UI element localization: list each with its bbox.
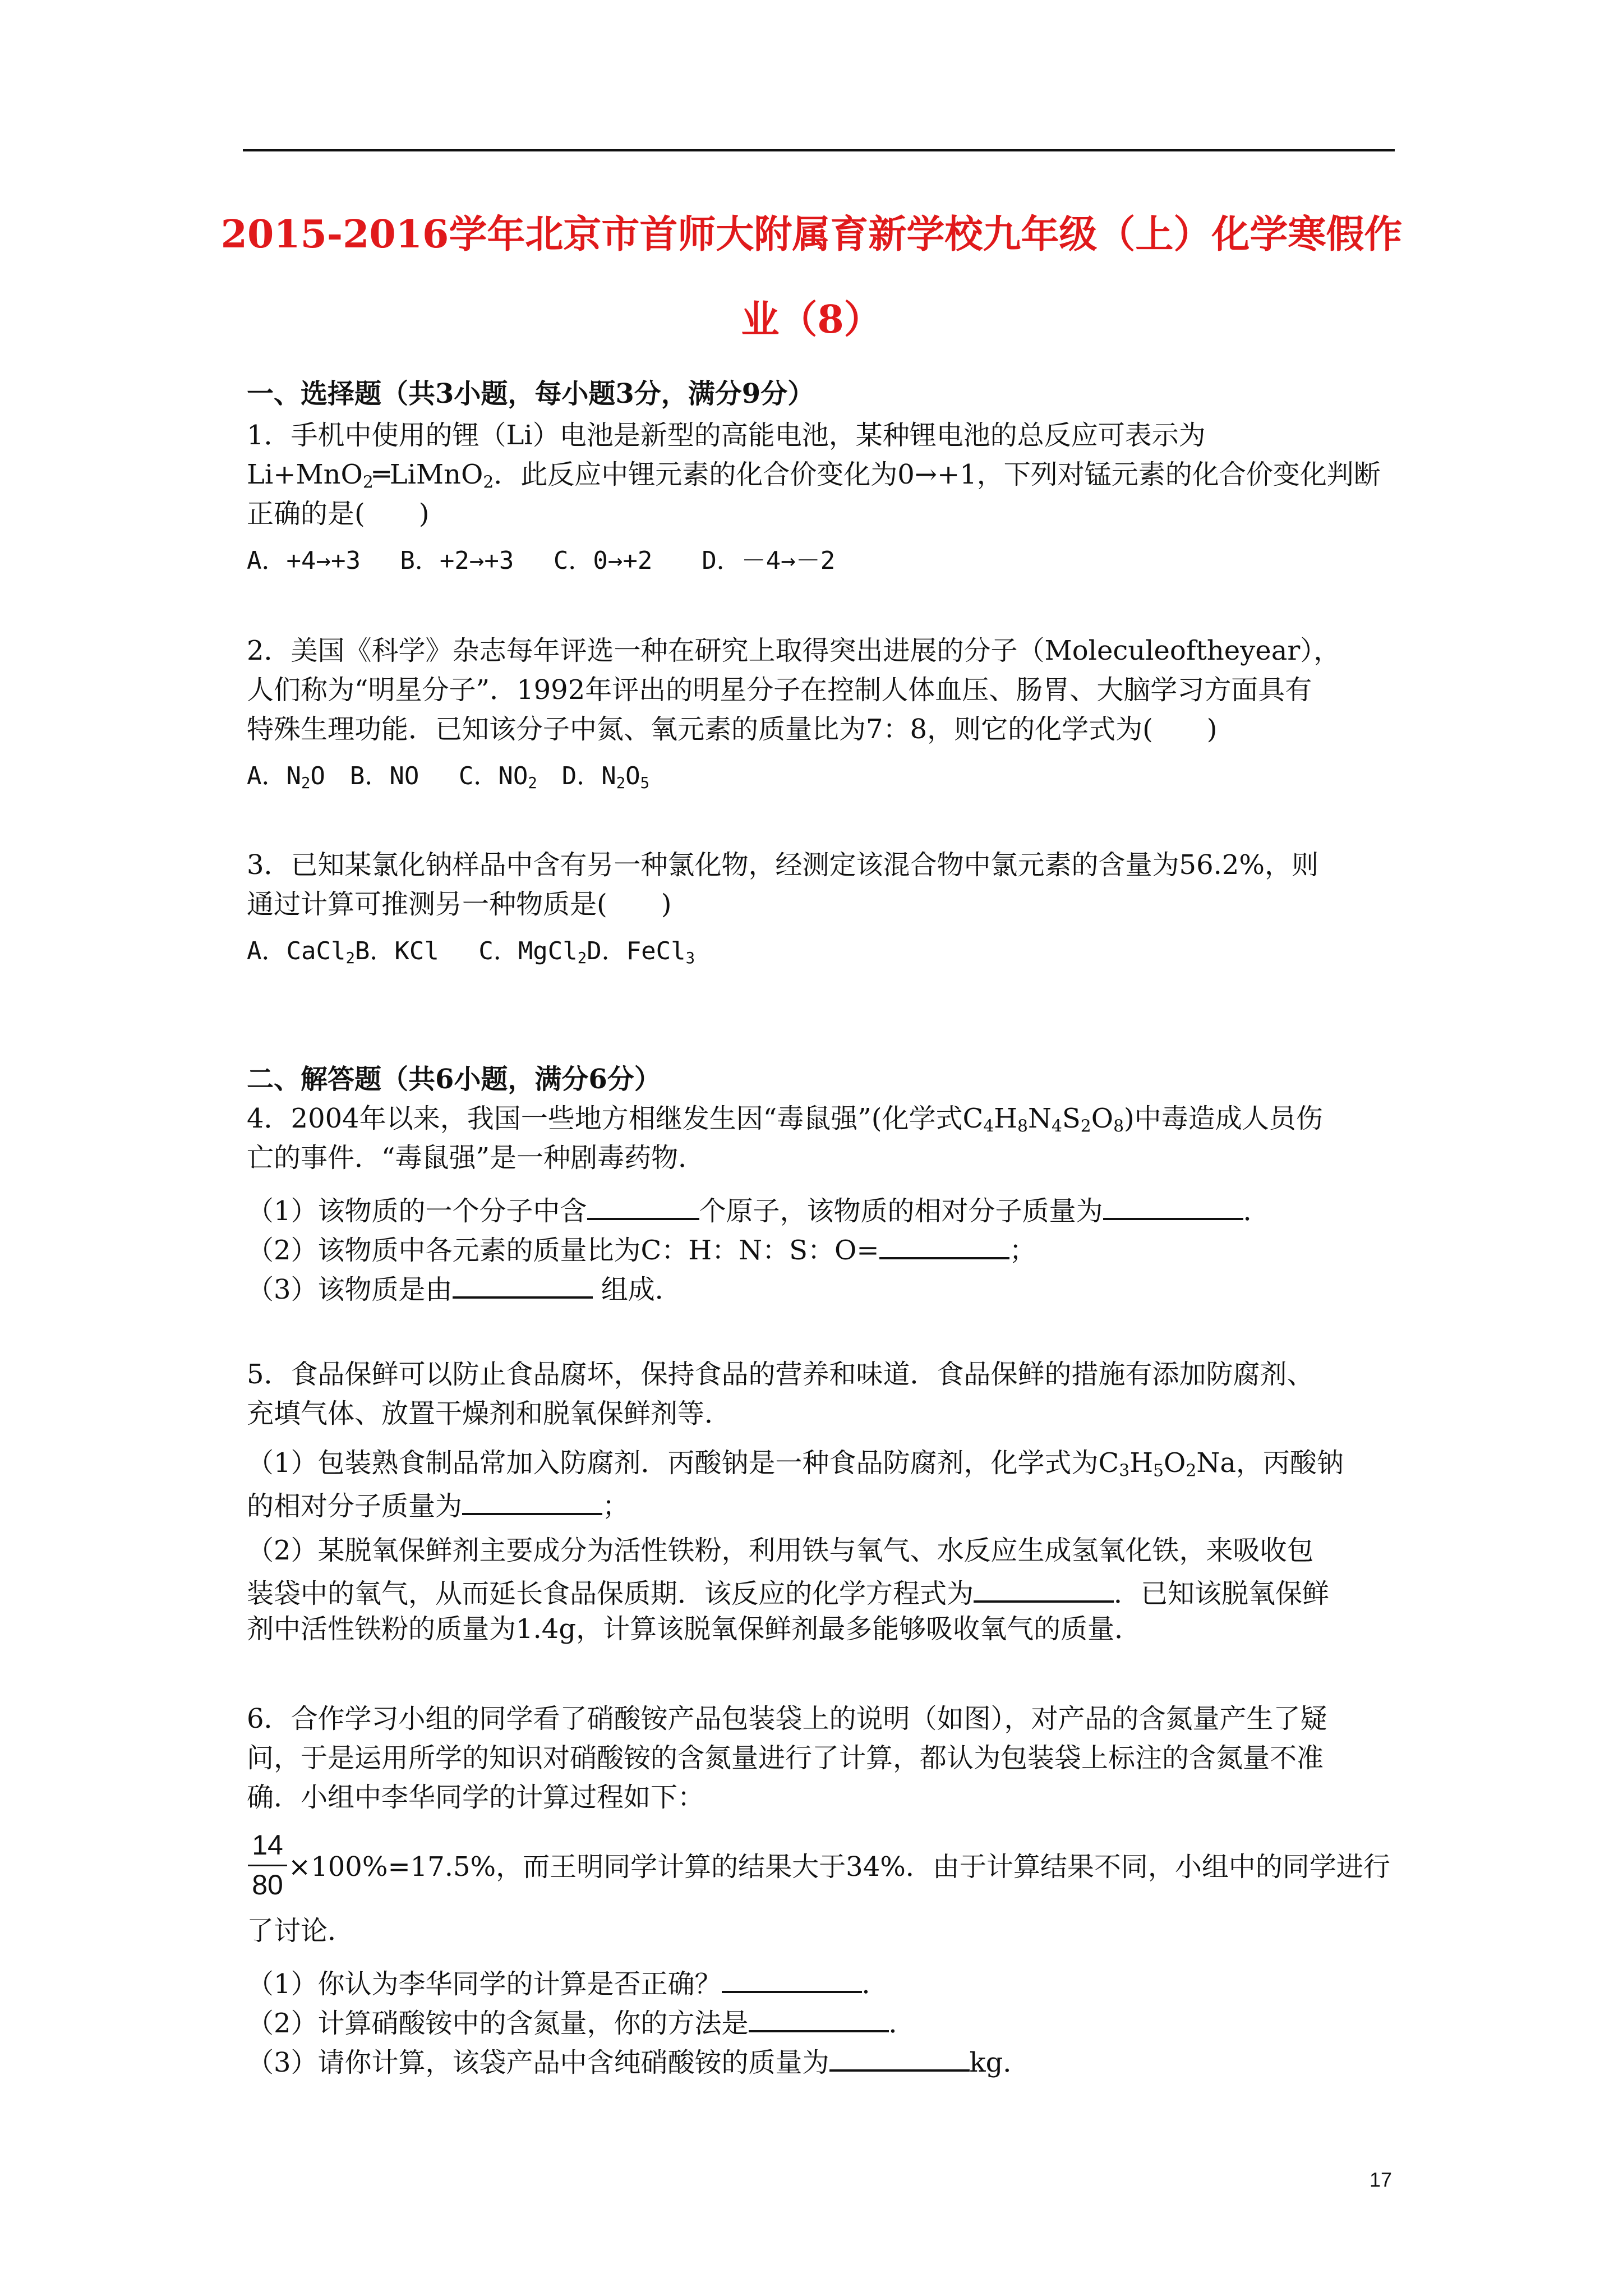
- q1-options: A．+4→+3 B．+2→+3 C．0→+2 D．－4→－2: [247, 546, 836, 575]
- q6-line2: 问，于是运用所学的知识对硝酸铵的含氮量进行了计算，都认为包装袋上标注的含氮量不准: [247, 1742, 1324, 1774]
- q5-blank-equation[interactable]: [974, 1576, 1114, 1603]
- q6-blank-correct[interactable]: [722, 1967, 862, 1993]
- q6-line4: ×100%=17.5%，而王明同学计算的结果大于34%．由于计算结果不同，小组中的同学进行: [288, 1851, 1390, 1883]
- fraction-denominator: 80: [252, 1869, 283, 1901]
- document-title-line2: 业（8）: [741, 297, 882, 342]
- q5-part1-line1: （1）包装熟食制品常加入防腐剂．丙酸钠是一种食品防腐剂，化学式为$C_3H_5O_2Na$，丙酸钠: [247, 1447, 1344, 1481]
- q6-part1: （1）你认为李华同学的计算是否正确？ ．: [247, 1967, 889, 1998]
- q1-line1: 1．手机中使用的锂（Li）电池是新型的高能电池，某种锂电池的总反应可表示为: [247, 420, 1206, 451]
- q4-part1: （1）该物质的一个分子中含 个原子，该物质的相对分子质量为 ．: [247, 1194, 1270, 1225]
- q5-part2-line1: （2）某脱氧保鲜剂主要成分为活性铁粉，利用铁与氧气、水反应生成氢氧化铁，来吸收包: [247, 1535, 1314, 1566]
- q1-line3: 正确的是( ): [247, 498, 430, 530]
- page-number: 17: [1370, 2168, 1393, 2191]
- q5-part2-line2: 装袋中的氧气，从而延长食品保质期．该反应的化学方程式为 ．已知该脱氧保鲜: [247, 1576, 1329, 1607]
- q6-part3: （3）请你计算，该袋产品中含纯硝酸铵的质量为 kg．: [247, 2045, 1030, 2076]
- q3-line1: 3．已知某氯化钠样品中含有另一种氯化物，经测定该混合物中氯元素的含量为56.2%，则: [247, 849, 1319, 881]
- document-title-line1: 2015-2016学年北京市首师大附属育新学校九年级（上）化学寒假作: [220, 212, 1403, 257]
- q5-line1: 5．食品保鲜可以防止食品腐坏，保持食品的营养和味道．食品保鲜的措施有添加防腐剂、: [247, 1359, 1314, 1390]
- q4-blank-composition[interactable]: [453, 1272, 593, 1299]
- q4-line1: 4．2004年以来，我国一些地方相继发生因“毒鼠强”(化学式$C_4H_8N_4S_2O_8$)中毒造成人员伤: [247, 1103, 1323, 1137]
- q6-blank-method[interactable]: [749, 2006, 889, 2032]
- q3-line2: 通过计算可推测另一种物质是( ): [247, 889, 672, 920]
- q2-options: A．$N_2O$ B．NO C．$NO_2$ D．$N_2O_5$: [247, 762, 650, 792]
- q6-fraction: [248, 1831, 287, 1899]
- q1-line2: Li+MnO$_2$═LiMnO$_2$．此反应中锂元素的化合价变化为0→+1，下列对锰元素的化合价变化判断: [247, 459, 1381, 493]
- q2-line2: 人们称为“明星分子”．1992年评出的明星分子在控制人体血压、肠胃、大脑学习方面具有: [247, 674, 1312, 706]
- section1-heading: 一、选择题（共3小题，每小题3分，满分9分）: [247, 378, 815, 409]
- q4-part2: （2）该物质中各元素的质量比为C：H：N：S：O= ；: [247, 1233, 1036, 1264]
- q2-line3: 特殊生理功能．已知该分子中氮、氧元素的质量比为7：8，则它的化学式为( ): [247, 714, 1218, 745]
- q4-blank-molecular-mass[interactable]: [1103, 1194, 1243, 1220]
- q4-line2: 亡的事件．“毒鼠强”是一种剧毒药物．: [247, 1142, 706, 1174]
- q5-blank-molecular-mass[interactable]: [462, 1489, 602, 1515]
- fraction-numerator: 14: [252, 1829, 283, 1861]
- q5-part1-line2: 的相对分子质量为 ；: [247, 1489, 629, 1520]
- fraction-bar: [248, 1865, 287, 1866]
- q6-line3: 确．小组中李华同学的计算过程如下：: [247, 1782, 705, 1813]
- q4-blank-mass-ratio[interactable]: [879, 1233, 1009, 1259]
- q6-line1: 6．合作学习小组的同学看了硝酸铵产品包装袋上的说明（如图），对产品的含氮量产生了疑: [247, 1703, 1327, 1734]
- q5-part2-line3: 剂中活性铁粉的质量为1.4g，计算该脱氧保鲜剂最多能够吸收氧气的质量．: [247, 1613, 1142, 1645]
- q4-blank-atom-count[interactable]: [587, 1194, 699, 1220]
- header-rule: [243, 149, 1395, 151]
- q3-options: A．CaCl$_2$B．KCl C．MgCl$_2$D．FeCl$_3$: [247, 937, 695, 967]
- q6-blank-mass[interactable]: [829, 2045, 970, 2072]
- section2-heading: 二、解答题（共6小题，满分6分）: [247, 1064, 661, 1095]
- q5-line2: 充填气体、放置干燥剂和脱氧保鲜剂等．: [247, 1398, 732, 1429]
- q4-part3: （3）该物质是由 组成．: [247, 1272, 682, 1303]
- q6-part2: （2）计算硝酸铵中的含氮量，你的方法是 ．: [247, 2006, 916, 2037]
- q2-line1: 2．美国《科学》杂志每年评选一种在研究上取得突出进展的分子（Moleculeoftheyear），: [247, 635, 1341, 666]
- q6-line5: 了讨论．: [247, 1915, 355, 1947]
